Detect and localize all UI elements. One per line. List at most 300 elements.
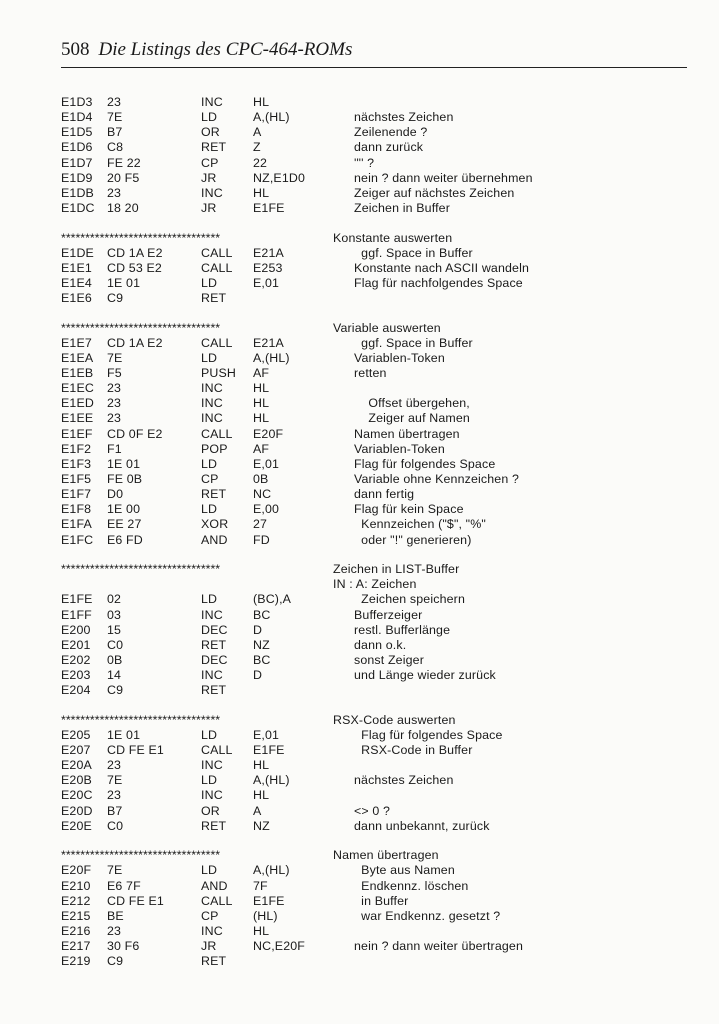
opcode-bytes: 1E 01 xyxy=(107,456,141,471)
operand: NZ xyxy=(253,818,270,833)
comment: Flag für folgendes Space xyxy=(354,456,496,471)
address: E1EB xyxy=(61,366,94,381)
address: E1D9 xyxy=(61,170,93,185)
listing-row xyxy=(61,924,681,939)
address: E203 xyxy=(61,668,91,683)
address: E216 xyxy=(61,923,91,938)
address: E1EF xyxy=(61,426,93,441)
mnemonic: CALL xyxy=(201,245,233,260)
opcode-bytes: 23 xyxy=(107,95,122,109)
operand: (BC),A xyxy=(253,592,292,607)
mnemonic: CALL xyxy=(201,893,233,908)
mnemonic: AND xyxy=(201,532,228,547)
comment: sonst Zeiger xyxy=(354,652,424,667)
mnemonic: LD xyxy=(201,110,218,125)
operand: A,(HL) xyxy=(253,110,290,125)
mnemonic: RET xyxy=(201,954,227,969)
listing-row xyxy=(61,261,681,276)
listing-row xyxy=(61,728,681,743)
comment: dann fertig xyxy=(354,487,415,502)
operand: 0B xyxy=(253,472,269,487)
page-header xyxy=(61,38,687,62)
section-title: Zeichen in LIST-Buffer xyxy=(333,562,460,577)
address: E1FE xyxy=(61,592,93,607)
listing-row xyxy=(61,788,681,803)
operand: E21A xyxy=(253,245,284,260)
operand: BC xyxy=(253,652,271,667)
section-subtitle-row xyxy=(61,577,681,592)
mnemonic: LD xyxy=(201,727,218,742)
operand: E,01 xyxy=(253,456,280,471)
opcode-bytes: F1 xyxy=(107,441,122,456)
listing-row xyxy=(61,381,681,396)
comment: Flag für folgendes Space xyxy=(354,727,503,742)
operand: A,(HL) xyxy=(253,773,290,788)
listing-row xyxy=(61,186,681,201)
listing-row xyxy=(61,246,681,261)
address: E1D7 xyxy=(61,155,93,170)
operand: E20F xyxy=(253,426,284,441)
address: E1F2 xyxy=(61,441,92,456)
mnemonic: LD xyxy=(201,592,218,607)
comment: Bufferzeiger xyxy=(354,607,423,622)
page-number: 508 xyxy=(61,39,90,60)
address: E1EA xyxy=(61,350,94,365)
address: E1D6 xyxy=(61,140,93,155)
operand: HL xyxy=(253,381,270,396)
listing-row xyxy=(61,291,681,306)
operand: HL xyxy=(253,411,270,426)
opcode-bytes: 20 F5 xyxy=(107,170,140,185)
opcode-bytes: EE 27 xyxy=(107,517,142,532)
listing-row xyxy=(61,487,681,502)
address: E20F xyxy=(61,863,92,878)
listing-block xyxy=(61,306,681,548)
comment: Flag für kein Space xyxy=(354,502,464,517)
comment: Zeichen speichern xyxy=(354,592,465,607)
listing-row xyxy=(61,592,681,607)
comment: nein ? dann weiter übernehmen xyxy=(354,170,533,185)
listing-block xyxy=(61,216,681,306)
operand: AF xyxy=(253,441,270,456)
address: E20D xyxy=(61,803,93,818)
opcode-bytes: B7 xyxy=(107,803,123,818)
opcode-bytes: 1E 01 xyxy=(107,727,141,742)
listing-row xyxy=(61,683,681,698)
operand: NZ,E1D0 xyxy=(253,170,306,185)
listing-row xyxy=(61,396,681,411)
listing-row xyxy=(61,743,681,758)
listing-block xyxy=(61,95,681,216)
page-title: Die Listings des CPC-464-ROMs xyxy=(98,39,353,60)
opcode-bytes: 23 xyxy=(107,758,122,773)
listing-row xyxy=(61,517,681,532)
listing-row xyxy=(61,442,681,457)
comment: Variablen-Token xyxy=(354,350,445,365)
separator-stars: ********************************* xyxy=(61,848,221,863)
separator-row xyxy=(61,713,681,728)
opcode-bytes: 23 xyxy=(107,185,122,200)
operand: A xyxy=(253,803,262,818)
mnemonic: CALL xyxy=(201,743,233,758)
address: E1D5 xyxy=(61,125,93,140)
address: E217 xyxy=(61,939,91,954)
operand: E,01 xyxy=(253,727,280,742)
mnemonic: INC xyxy=(201,923,223,938)
opcode-bytes: 1E 01 xyxy=(107,275,141,290)
mnemonic: OR xyxy=(201,803,220,818)
opcode-bytes: 0B xyxy=(107,652,123,667)
comment: nächstes Zeichen xyxy=(354,110,454,125)
opcode-bytes: CD 1A E2 xyxy=(107,245,163,260)
opcode-bytes: 23 xyxy=(107,381,122,396)
mnemonic: LD xyxy=(201,350,218,365)
opcode-bytes: FE 0B xyxy=(107,472,143,487)
listing-row xyxy=(61,804,681,819)
operand: HL xyxy=(253,923,270,938)
operand: E1FE xyxy=(253,743,285,758)
address: E1FC xyxy=(61,532,94,547)
listing-row xyxy=(61,863,681,878)
mnemonic: INC xyxy=(201,396,223,411)
opcode-bytes: 30 F6 xyxy=(107,939,140,954)
address: E1F7 xyxy=(61,487,92,502)
mnemonic: XOR xyxy=(201,517,229,532)
operand: FD xyxy=(253,532,270,547)
separator-stars: ********************************* xyxy=(61,230,221,245)
mnemonic: INC xyxy=(201,95,223,109)
mnemonic: PUSH xyxy=(201,366,237,381)
address: E212 xyxy=(61,893,91,908)
comment: <> 0 ? xyxy=(354,803,391,818)
operand: D xyxy=(253,668,263,683)
address: E1DB xyxy=(61,185,94,200)
opcode-bytes: 14 xyxy=(107,668,122,683)
section-title: Variable auswerten xyxy=(333,320,441,335)
comment: dann unbekannt, zurück xyxy=(354,818,490,833)
comment: dann zurück xyxy=(354,140,424,155)
opcode-bytes: C0 xyxy=(107,818,124,833)
listing-row xyxy=(61,909,681,924)
listing-row xyxy=(61,110,681,125)
listing-row xyxy=(61,457,681,472)
mnemonic: RET xyxy=(201,291,227,306)
section-title: RSX-Code auswerten xyxy=(333,712,456,727)
opcode-bytes: 23 xyxy=(107,923,122,938)
mnemonic: LD xyxy=(201,773,218,788)
mnemonic: RET xyxy=(201,637,227,652)
comment: Byte aus Namen xyxy=(354,863,455,878)
mnemonic: CP xyxy=(201,155,219,170)
comment: war Endkennz. gesetzt ? xyxy=(354,908,501,923)
address: E1E7 xyxy=(61,335,92,350)
operand: Z xyxy=(253,140,261,155)
listing-row xyxy=(61,140,681,155)
opcode-bytes: 18 20 xyxy=(107,200,139,215)
opcode-bytes: C9 xyxy=(107,291,124,306)
mnemonic: LD xyxy=(201,456,218,471)
opcode-bytes: 7E xyxy=(107,350,123,365)
block-spacer xyxy=(61,306,681,320)
comment: RSX-Code in Buffer xyxy=(354,743,473,758)
operand: NZ xyxy=(253,637,270,652)
address: E1D3 xyxy=(61,95,93,109)
listing-row xyxy=(61,894,681,909)
listing-row xyxy=(61,668,681,683)
listing-row xyxy=(61,608,681,623)
comment: oder "!" generieren) xyxy=(354,532,472,547)
comment: Flag für nachfolgendes Space xyxy=(354,275,523,290)
listing-row xyxy=(61,472,681,487)
mnemonic: INC xyxy=(201,668,223,683)
comment: Endkennz. löschen xyxy=(354,878,469,893)
mnemonic: DEC xyxy=(201,652,228,667)
opcode-bytes: 03 xyxy=(107,607,122,622)
address: E207 xyxy=(61,743,91,758)
listing-row xyxy=(61,954,681,969)
mnemonic: INC xyxy=(201,381,223,396)
listing-row xyxy=(61,351,681,366)
comment: nein ? dann weiter übertragen xyxy=(354,939,523,954)
operand: A xyxy=(253,125,262,140)
operand: HL xyxy=(253,95,270,109)
opcode-bytes: 7E xyxy=(107,863,123,878)
opcode-bytes: C8 xyxy=(107,140,124,155)
address: E202 xyxy=(61,652,91,667)
mnemonic: CALL xyxy=(201,260,233,275)
mnemonic: LD xyxy=(201,275,218,290)
opcode-bytes: E6 7F xyxy=(107,878,141,893)
mnemonic: INC xyxy=(201,788,223,803)
operand: HL xyxy=(253,185,270,200)
mnemonic: INC xyxy=(201,185,223,200)
separator-row xyxy=(61,562,681,577)
opcode-bytes: CD FE E1 xyxy=(107,893,164,908)
opcode-bytes: 23 xyxy=(107,411,122,426)
comment: ggf. Space in Buffer xyxy=(354,335,473,350)
separator-stars: ********************************* xyxy=(61,712,221,727)
mnemonic: DEC xyxy=(201,622,228,637)
address: E219 xyxy=(61,954,91,969)
listing-row xyxy=(61,276,681,291)
operand: NC,E20F xyxy=(253,939,306,954)
address: E201 xyxy=(61,637,91,652)
address: E20B xyxy=(61,773,92,788)
listing-row xyxy=(61,427,681,442)
operand: NC xyxy=(253,487,272,502)
operand: D xyxy=(253,622,263,637)
listing-row xyxy=(61,201,681,216)
listing-row xyxy=(61,125,681,140)
address: E1EE xyxy=(61,411,94,426)
opcode-bytes: C9 xyxy=(107,683,124,698)
listing-row xyxy=(61,95,681,110)
listing-row xyxy=(61,502,681,517)
address: E210 xyxy=(61,878,91,893)
opcode-bytes: BE xyxy=(107,908,124,923)
address: E1D4 xyxy=(61,110,93,125)
listing-row xyxy=(61,533,681,548)
mnemonic: JR xyxy=(201,939,217,954)
separator-stars: ********************************* xyxy=(61,320,221,335)
mnemonic: AND xyxy=(201,878,228,893)
opcode-bytes: C0 xyxy=(107,637,124,652)
block-spacer xyxy=(61,698,681,712)
listing-block xyxy=(61,834,681,970)
listing-row xyxy=(61,819,681,834)
mnemonic: LD xyxy=(201,863,218,878)
mnemonic: CP xyxy=(201,472,219,487)
opcode-bytes: 23 xyxy=(107,788,122,803)
opcode-bytes: B7 xyxy=(107,125,123,140)
comment: Konstante nach ASCII wandeln xyxy=(354,260,530,275)
operand: E1FE xyxy=(253,893,285,908)
operand: 7F xyxy=(253,878,268,893)
mnemonic: JR xyxy=(201,170,217,185)
comment: in Buffer xyxy=(354,893,409,908)
address: E205 xyxy=(61,727,91,742)
comment: Variable ohne Kennzeichen ? xyxy=(354,472,520,487)
address: E1FA xyxy=(61,517,92,532)
operand: AF xyxy=(253,366,270,381)
mnemonic: RET xyxy=(201,683,227,698)
mnemonic: INC xyxy=(201,758,223,773)
operand: A,(HL) xyxy=(253,863,290,878)
mnemonic: RET xyxy=(201,487,227,502)
listing-row xyxy=(61,879,681,894)
opcode-bytes: E6 FD xyxy=(107,532,143,547)
opcode-bytes: F5 xyxy=(107,366,122,381)
operand: E253 xyxy=(253,260,283,275)
listing-row xyxy=(61,623,681,638)
opcode-bytes: 7E xyxy=(107,773,123,788)
comment: Zeiger auf Namen xyxy=(354,411,470,426)
comment: und Länge wieder zurück xyxy=(354,668,496,683)
separator-row xyxy=(61,231,681,246)
section-title: Konstante auswerten xyxy=(333,230,453,245)
opcode-bytes: 02 xyxy=(107,592,122,607)
address: E200 xyxy=(61,622,91,637)
operand: (HL) xyxy=(253,908,278,923)
address: E1F3 xyxy=(61,456,92,471)
operand: BC xyxy=(253,607,271,622)
opcode-bytes: FE 22 xyxy=(107,155,141,170)
block-spacer xyxy=(61,548,681,562)
address: E1DE xyxy=(61,245,94,260)
mnemonic: RET xyxy=(201,140,227,155)
address: E204 xyxy=(61,683,91,698)
comment: Kennzeichen ("$", "%" xyxy=(354,517,486,532)
opcode-bytes: 7E xyxy=(107,110,123,125)
listing-row xyxy=(61,411,681,426)
listing-block xyxy=(61,698,681,834)
operand: 27 xyxy=(253,517,268,532)
opcode-bytes: CD 1A E2 xyxy=(107,335,163,350)
mnemonic: OR xyxy=(201,125,220,140)
address: E20A xyxy=(61,758,92,773)
opcode-bytes: CD 0F E2 xyxy=(107,426,163,441)
operand: E1FE xyxy=(253,200,285,215)
address: E20E xyxy=(61,818,92,833)
mnemonic: RET xyxy=(201,818,227,833)
section-title: Namen übertragen xyxy=(333,848,439,863)
listing-row xyxy=(61,366,681,381)
listing-row xyxy=(61,758,681,773)
address: E1E4 xyxy=(61,275,92,290)
listing-row xyxy=(61,653,681,668)
operand: HL xyxy=(253,758,270,773)
mnemonic: POP xyxy=(201,441,228,456)
comment: Namen übertragen xyxy=(354,426,460,441)
mnemonic: CALL xyxy=(201,335,233,350)
address: E1F8 xyxy=(61,502,92,517)
operand: E,00 xyxy=(253,502,280,517)
comment: Offset übergehen, xyxy=(354,396,470,411)
opcode-bytes: 15 xyxy=(107,622,122,637)
comment: Variablen-Token xyxy=(354,441,445,456)
opcode-bytes: CD 53 E2 xyxy=(107,260,162,275)
comment: dann o.k. xyxy=(354,637,407,652)
operand: 22 xyxy=(253,155,268,170)
separator-stars: ********************************* xyxy=(61,562,221,577)
operand: A,(HL) xyxy=(253,350,290,365)
section-subtitle: IN : A: Zeichen xyxy=(333,577,417,592)
comment: Zeiger auf nächstes Zeichen xyxy=(354,185,515,200)
opcode-bytes: CD FE E1 xyxy=(107,743,164,758)
address: E1EC xyxy=(61,381,94,396)
address: E1FF xyxy=(61,607,92,622)
comment: restl. Bufferlänge xyxy=(354,622,451,637)
mnemonic: CALL xyxy=(201,426,233,441)
listing-block xyxy=(61,548,681,699)
operand: E21A xyxy=(253,335,284,350)
opcode-bytes: 23 xyxy=(107,396,122,411)
block-spacer xyxy=(61,834,681,848)
comment: '"' ? xyxy=(354,155,375,170)
operand: E,01 xyxy=(253,275,280,290)
mnemonic: JR xyxy=(201,200,217,215)
listing-row xyxy=(61,171,681,186)
comment: Zeichen in Buffer xyxy=(354,200,450,215)
header-rule xyxy=(61,67,687,68)
mnemonic: INC xyxy=(201,607,223,622)
block-spacer xyxy=(61,216,681,230)
mnemonic: LD xyxy=(201,502,218,517)
address: E1ED xyxy=(61,396,94,411)
listing-row xyxy=(61,156,681,171)
address: E20C xyxy=(61,788,93,803)
separator-row xyxy=(61,848,681,863)
comment: Zeilenende ? xyxy=(354,125,428,140)
address: E1E1 xyxy=(61,260,92,275)
address: E215 xyxy=(61,908,91,923)
separator-row xyxy=(61,321,681,336)
opcode-bytes: D0 xyxy=(107,487,124,502)
listing-row xyxy=(61,773,681,788)
comment: nächstes Zeichen xyxy=(354,773,454,788)
operand: HL xyxy=(253,396,270,411)
address: E1DC xyxy=(61,200,95,215)
listing-row xyxy=(61,638,681,653)
operand: HL xyxy=(253,788,270,803)
mnemonic: CP xyxy=(201,908,219,923)
opcode-bytes: C9 xyxy=(107,954,124,969)
address: E1F5 xyxy=(61,472,92,487)
listing-row xyxy=(61,336,681,351)
comment: ggf. Space in Buffer xyxy=(354,245,473,260)
listing-row xyxy=(61,939,681,954)
assembly-listing xyxy=(61,95,681,969)
